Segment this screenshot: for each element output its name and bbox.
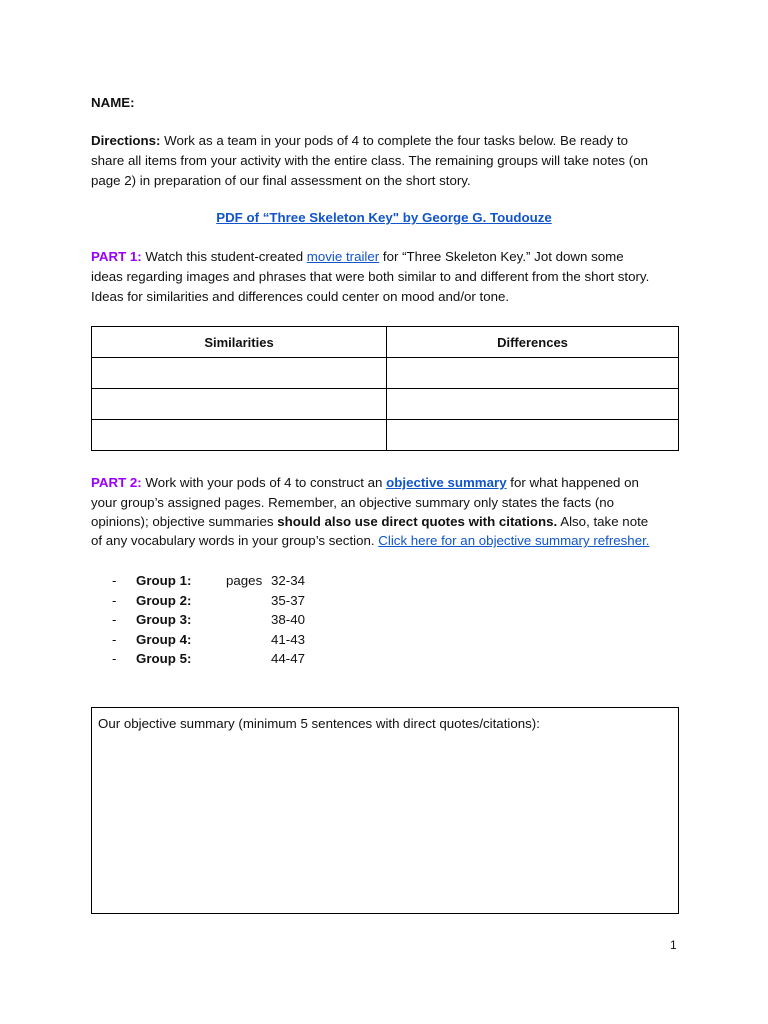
part1-text-line3: Ideas for similarities and differences could center on mood and/or tone. [91,289,510,304]
difference-cell[interactable] [387,420,679,451]
table-row [92,358,679,389]
directions-text-line2: share all items from your activity with the entire class. The remaining groups will take notes (on [91,153,648,168]
group-pages: 35-37 [271,592,306,608]
refresher-link[interactable]: Click here for an objective summary refresher. [378,533,650,548]
movie-trailer-link[interactable]: movie trailer [306,249,380,264]
similarities-header: Similarities [92,327,387,358]
objective-summary-box[interactable] [91,707,679,914]
group-name: Group 5: [136,651,192,666]
list-dash: - [112,631,117,647]
similarity-cell[interactable] [92,420,387,451]
difference-cell[interactable] [387,389,679,420]
group-pages: 38-40 [271,612,306,627]
group-name: Group 3: [136,612,192,627]
group-pages: 41-43 [271,631,306,647]
similarity-cell[interactable] [92,389,387,420]
list-dash: - [112,651,117,666]
pages-label: pages [226,573,263,588]
part1-label: PART 1: [91,249,142,264]
difference-cell[interactable] [387,358,679,389]
list-dash: - [112,573,117,588]
group-name: Group 2: [136,592,192,608]
part1-text-b: for “Three Skeleton Key.” Jot down some [379,249,624,264]
part2-label: PART 2: [91,475,142,490]
directions-text-line1: Work as a team in your pods of 4 to complete the four tasks below. Be ready to [160,133,629,148]
similarities-differences-table [91,326,679,451]
summary-box-label: Our objective summary (minimum 5 sentences with direct quotes/citations): [98,716,540,731]
objective-summary-link[interactable]: objective summary [386,475,507,490]
part2-emphasis: should also use direct quotes with citations. [277,514,558,529]
table-row [92,389,679,420]
group-pages: 44-47 [271,651,306,666]
table-row [92,420,679,451]
part2-text-line3b: Also, take note [557,514,649,529]
differences-header: Differences [387,327,679,358]
part2-text-b: for what happened on [506,475,639,490]
group-pages: 32-34 [271,573,306,588]
page-number: 1 [670,938,677,952]
group-name: Group 4: [136,631,192,647]
part2-text-a: Work with your pods of 4 to construct an [141,475,387,490]
name-label: NAME: [91,95,135,110]
part1-text-a: Watch this student-created [141,249,307,264]
directions-text-line3: page 2) in preparation of our final assessment on the short story. [91,173,471,188]
part2-text-line4: of any vocabulary words in your group’s section. [91,533,379,548]
list-dash: - [112,592,117,608]
table-header-row [92,327,679,358]
directions-label: Directions: [91,133,161,148]
part1-text-line2: ideas regarding images and phrases that were both similar to and different from the short story. [91,269,650,284]
part2-text-line3a: opinions); objective summaries [91,514,278,529]
story-pdf-link[interactable]: PDF of “Three Skeleton Key" by George G. Toudouze [216,210,552,225]
part2-text-line2: your group’s assigned pages. Remember, an objective summary only states the facts (no [91,495,615,510]
group-name: Group 1: [136,573,192,588]
similarity-cell[interactable] [92,358,387,389]
list-dash: - [112,612,117,627]
